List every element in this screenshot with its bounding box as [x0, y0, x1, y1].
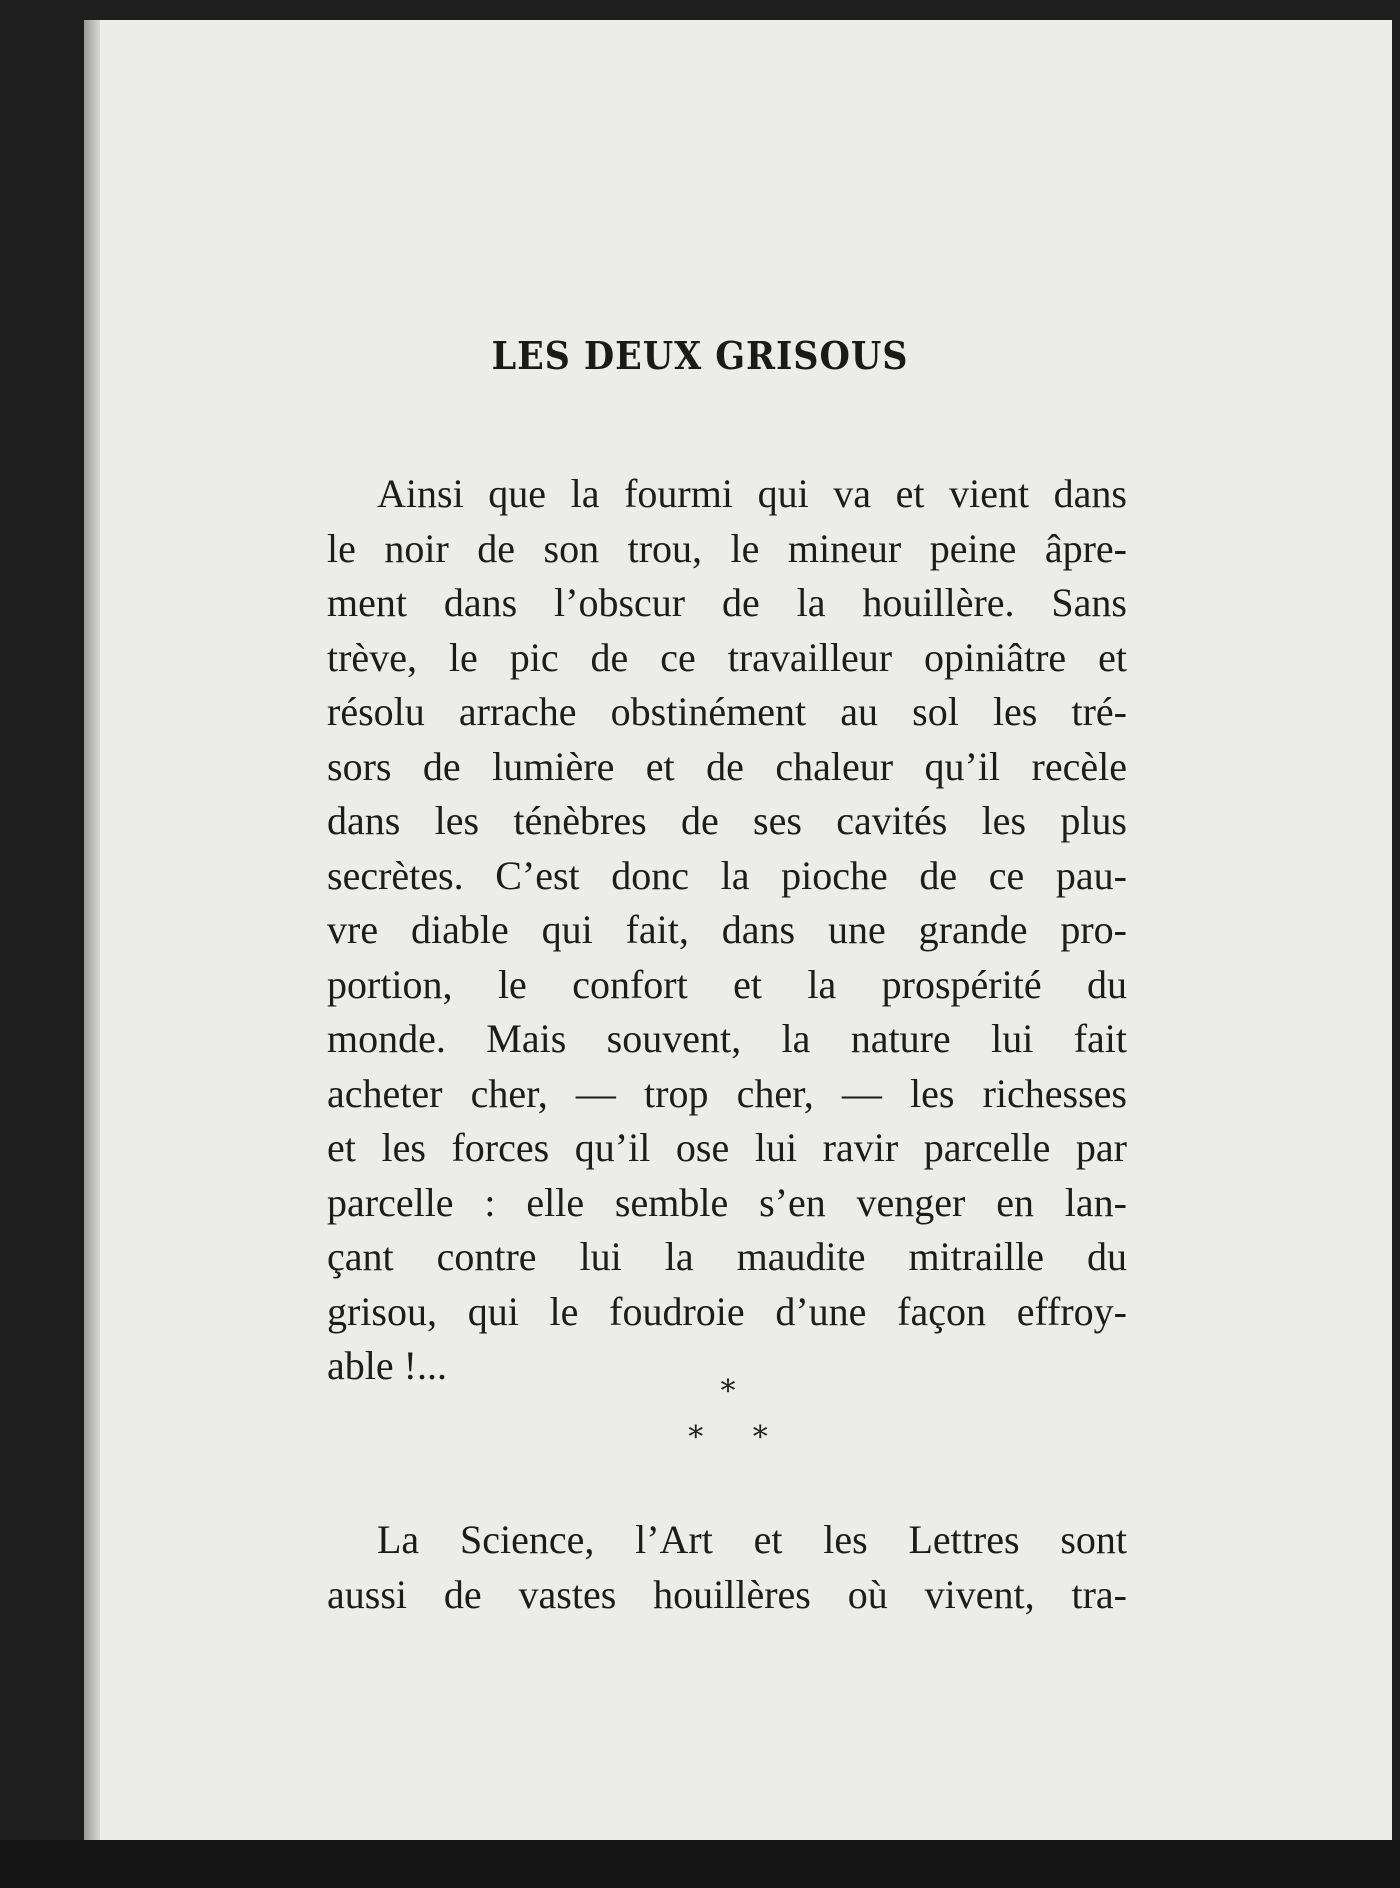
text-line: trève, le pic de ce travailleur opiniâtre et	[327, 634, 1127, 680]
text-line: portion, le confort et la prospérité du	[327, 961, 1127, 1007]
chapter-title: LES DEUX GRISOUS	[491, 333, 909, 378]
text-line: vre diable qui fait, dans une grande pro-	[327, 907, 1127, 952]
text-line: résolu arrache obstinément au sol les tré-	[327, 689, 1127, 734]
text-line: secrètes. C’est donc la pioche de ce pau-	[327, 852, 1127, 898]
text-line: ment dans l’obscur de la houillère. Sans	[327, 580, 1127, 625]
text-line: et les forces qu’il ose lui ravir parcelle par	[327, 1125, 1127, 1170]
text-line: grisou, qui le foudroie d’une façon effroy-	[327, 1288, 1127, 1334]
scan-border	[0, 1840, 1400, 1888]
text-line: le noir de son trou, le mineur peine âpre-	[327, 525, 1127, 571]
text-line: acheter cher, — trop cher, — les richesses	[327, 1070, 1127, 1116]
text-line: La Science, l’Art et les Lettres sont	[377, 1517, 1127, 1562]
paragraph-2	[327, 1513, 1127, 1622]
text-line: able !...	[327, 1343, 447, 1388]
text-line: monde. Mais souvent, la nature lui fait	[327, 1016, 1127, 1061]
text-line: çant contre lui la maudite mitraille du	[327, 1234, 1127, 1279]
page-spine	[84, 20, 100, 1840]
text-line: Ainsi que la fourmi qui va et vient dans	[377, 471, 1127, 516]
text-line: sors de lumière et de chaleur qu’il recèle	[327, 743, 1127, 789]
text-line: parcelle : elle semble s’en venger en lan-	[327, 1179, 1127, 1225]
section-separator-bottom: * *	[688, 1420, 768, 1455]
section-separator-top: *	[720, 1374, 736, 1409]
text-line: dans les ténèbres de ses cavités les plus	[327, 798, 1127, 843]
paragraph-1	[327, 467, 1127, 1394]
text-line: aussi de vastes houillères où vivent, tra-	[327, 1571, 1127, 1617]
